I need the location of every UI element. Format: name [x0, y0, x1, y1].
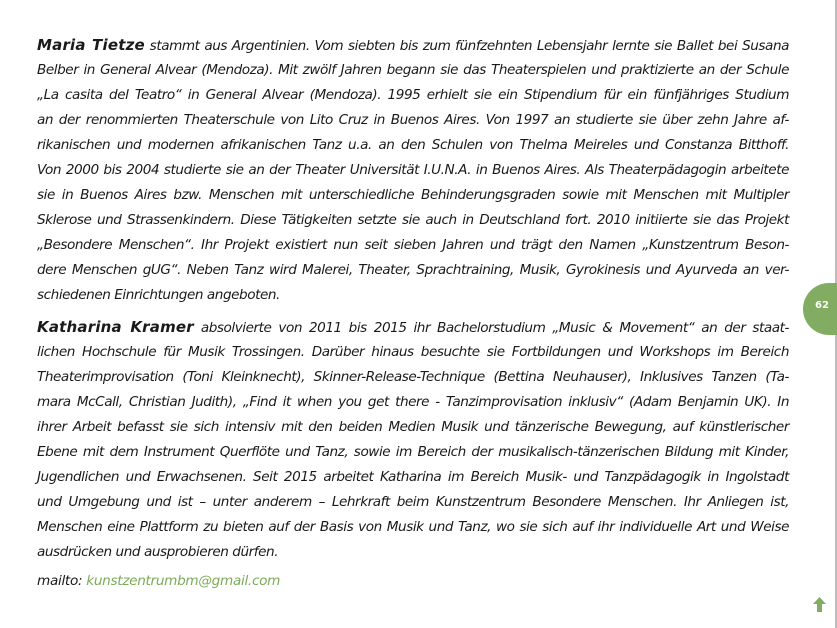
bio-katharina-kramer	[37, 315, 789, 565]
person-name: Katharina Kramer	[37, 318, 194, 336]
page-number-tab	[803, 283, 837, 335]
arrow-up-icon[interactable]	[813, 597, 826, 612]
text-line: „Besondere Menschen“. Ihr Projekt existiert nun seit sieben Jahren und trägt den Namen „Kunstzentrum Beson-	[37, 237, 789, 253]
text-line: ausdrücken und ausprobieren dürfen.	[37, 544, 279, 560]
person-name: Maria Tietze	[37, 36, 145, 54]
text-line: Maria Tietze stammt aus Argentinien. Vom siebten bis zum fünfzehnten Lebensjahr lernte sie Ballet bei Susana	[37, 36, 789, 54]
text-line: Ebene mit dem Instrument Querflöte und Tanz, sowie im Bereich der musikalisch-tänzerischen Bildung mit Kinder,	[37, 444, 789, 460]
contact-line	[37, 573, 280, 589]
text-line: Menschen eine Plattform zu bieten auf der Basis von Musik und Tanz, wo sie sich auf ihr individuelle Art und Weise	[37, 519, 789, 535]
text-line: Theaterimprovisation (Toni Kleinknecht), Skinner-Release-Technique (Bettina Neuhauser), Inklusives Tanzen (Ta-	[37, 369, 789, 385]
text-line: dere Menschen gUG“. Neben Tanz wird Malerei, Theater, Sprachtraining, Musik, Gyrokinesis und Ayurveda an ver-	[37, 262, 789, 278]
text-line: sie in Buenos Aires bzw. Menschen mit unterschiedliche Behinderungsgraden sowie mit Menschen mit Multipler	[37, 187, 789, 203]
text-line: Belber in General Alvear (Mendoza). Mit zwölf Jahren begann sie das Theaterspielen und praktizierte an der Schule	[37, 62, 789, 78]
text-line: und Umgebung und ist – unter anderem – Lehrkraft beim Kunstzentrum Besondere Menschen. Ihr Anliegen ist,	[37, 494, 789, 510]
mailto-label: mailto:	[37, 573, 83, 589]
text-line: an der renommierten Theaterschule von Lito Cruz in Buenos Aires. Von 1997 an studierte sie über zehn Jahre af-	[37, 112, 789, 128]
text-line: lichen Hochschule für Musik Trossingen. Darüber hinaus besuchte sie Fortbildungen und Workshops im Bereich	[37, 344, 789, 360]
text-line: „La casita del Teatro“ in General Alvear (Mendoza). 1995 erhielt sie ein Stipendium für ein fünfjähriges Studium	[37, 87, 789, 103]
text-line: Katharina Kramer absolvierte von 2011 bis 2015 ihr Bachelorstudium „Music & Movement“ an der staat-	[37, 318, 789, 336]
text-line: mara McCall, Christian Judith), „Find it when you get there - Tanzimprovisation inklusiv“ (Adam Benjamin UK). In	[37, 394, 789, 410]
text-line: ihrer Arbeit befasst sie sich intensiv mit den beiden Medien Musik und tänzerische Bewegung, auf künstlerischer	[37, 419, 789, 435]
text-line: rikanischen und modernen afrikanischen Tanz u.a. an den Schulen von Thelma Meireles und Constanza Bitthoff.	[37, 137, 789, 153]
text-line: Sklerose und Strassenkindern. Diese Tätigkeiten setzte sie auch in Deutschland fort. 2010 initiierte sie das Projekt	[37, 212, 789, 228]
text-line: Jugendlichen und Erwachsenen. Seit 2015 arbeitet Katharina im Bereich Musik- und Tanzpädagogik in Ingolstadt	[37, 469, 789, 485]
email-link[interactable]: kunstzentrumbm@gmail.com	[86, 573, 281, 589]
bio-maria-tietze	[37, 33, 789, 308]
page-number: 62	[815, 300, 829, 311]
text-line: Von 2000 bis 2004 studierte sie an der Theater Universität I.U.N.A. in Buenos Aires. Als Theaterpädagogin arbeitete	[37, 162, 789, 178]
text-line: schiedenen Einrichtungen angeboten.	[37, 287, 280, 303]
